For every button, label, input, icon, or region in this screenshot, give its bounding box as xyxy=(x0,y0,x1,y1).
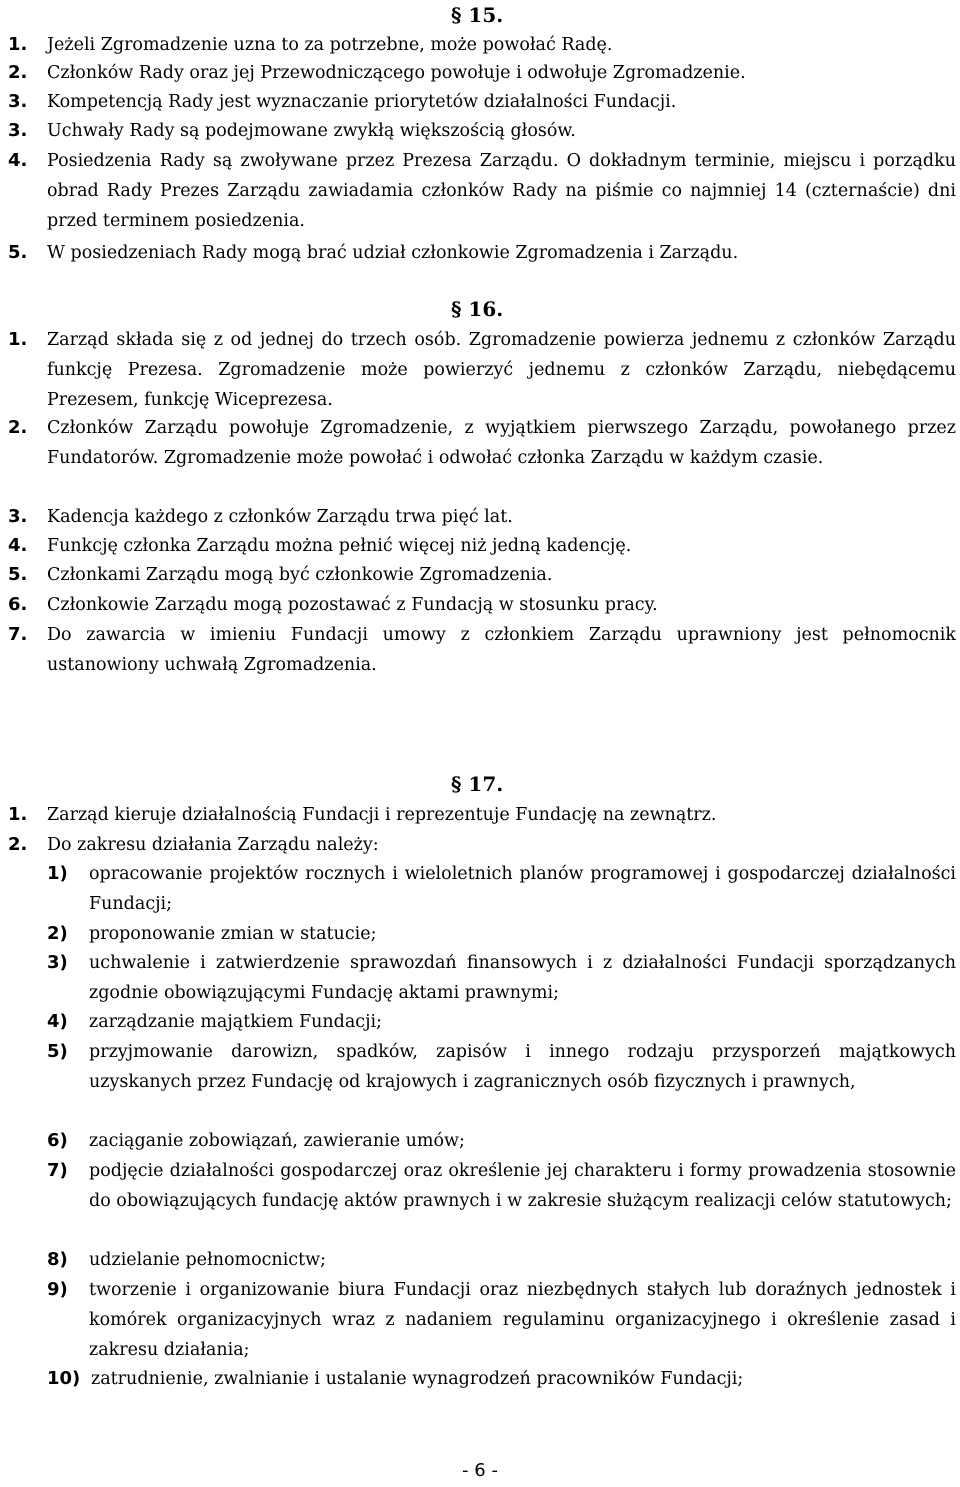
section-17-subitem-9-text: tworzenie i organizowanie biura Fundacji oraz niezbędnych stałych lub doraźnych jednostek i komórek organizacyjnych wraz z nadaniem regulaminu organizacyjnego i określenie zasad i zakresu działania; xyxy=(89,1280,956,1360)
section-17-subitem-10-text: zatrudnienie, zwalnianie i ustalanie wynagrodzeń pracowników Fundacji; xyxy=(91,1369,744,1389)
section-17-item-1-number: 1. xyxy=(8,804,28,825)
section-17-subitem-9-number: 9) xyxy=(47,1279,68,1300)
section-16-item-1-number: 1. xyxy=(8,329,28,350)
section-17-subitem-2-text: proponowanie zmian w statucie; xyxy=(89,924,377,944)
section-17-subitem-1-text: opracowanie projektów rocznych i wieloletnich planów programowej i gospodarczej działalności Fundacji; xyxy=(89,864,956,914)
section-17-item-2-text: Do zakresu działania Zarządu należy: xyxy=(47,835,379,855)
section-16-item-1-text: Zarząd składa się z od jednej do trzech osób. Zgromadzenie powierza jednemu z członków Zarządu funkcję Prezesa. Zgromadzenie może powierzyć jednemu z członków Zarządu, niebędącemu Prezesem, funkcję Wiceprezesa. xyxy=(47,330,956,410)
section-17-subitem-2-number: 2) xyxy=(47,923,68,944)
section-16-item-2-number: 2. xyxy=(8,417,28,438)
section-15-item-2-number: 2. xyxy=(8,62,28,83)
section-15-item-4-text: Uchwały Rady są podejmowane zwykłą większością głosów. xyxy=(47,121,576,141)
section-15-item-4-number: 3. xyxy=(8,120,28,141)
section-16-item-3-text: Kadencja każdego z członków Zarządu trwa pięć lat. xyxy=(47,507,513,527)
section-17-item-1-text: Zarząd kieruje działalnością Fundacji i reprezentuje Fundację na zewnątrz. xyxy=(47,805,717,825)
section-15-item-6-text: W posiedzeniach Rady mogą brać udział członkowie Zgromadzenia i Zarządu. xyxy=(47,243,739,263)
section-17-subitem-6-number: 6) xyxy=(47,1130,68,1151)
page-number: - 6 - xyxy=(462,1460,498,1481)
section-15-item-2-text: Członków Rady oraz jej Przewodniczącego powołuje i odwołuje Zgromadzenie. xyxy=(47,63,746,83)
section-17-heading: § 17. xyxy=(451,772,504,796)
section-16-item-7-number: 7. xyxy=(8,624,28,645)
section-17-subitem-6-text: zaciąganie zobowiązań, zawieranie umów; xyxy=(89,1131,465,1151)
section-15-item-1-number: 1. xyxy=(8,34,28,55)
section-17-subitem-8-text: udzielanie pełnomocnictw; xyxy=(89,1250,327,1270)
section-17-subitem-3-text: uchwalenie i zatwierdzenie sprawozdań finansowych i z działalności Fundacji sporządzanych zgodnie obowiązującymi Fundację aktami prawnymi; xyxy=(89,953,956,1003)
section-17-subitem-4-text: zarządzanie majątkiem Fundacji; xyxy=(89,1012,382,1032)
section-16-item-4-number: 4. xyxy=(8,535,28,556)
section-17-item-2-number: 2. xyxy=(8,834,28,855)
section-15-heading: § 15. xyxy=(451,3,504,27)
section-16-heading: § 16. xyxy=(451,297,504,321)
section-17-subitem-5-number: 5) xyxy=(47,1041,68,1062)
section-15-item-3-number: 3. xyxy=(8,91,28,112)
section-16-item-5-text: Członkami Zarządu mogą być członkowie Zgromadzenia. xyxy=(47,565,553,585)
section-15-item-6-number: 5. xyxy=(8,242,28,263)
section-16-item-3-number: 3. xyxy=(8,506,28,527)
section-16-item-2-text: Członków Zarządu powołuje Zgromadzenie, z wyjątkiem pierwszego Zarządu, powołanego przez Fundatorów. Zgromadzenie może powołać i odwołać członka Zarządu w każdym czasie. xyxy=(47,418,956,468)
section-16-item-5-number: 5. xyxy=(8,564,28,585)
section-15-item-5-text: Posiedzenia Rady są zwoływane przez Prezesa Zarządu. O dokładnym terminie, miejscu i porządku obrad Rady Prezes Zarządu zawiadamia członków Rady na piśmie co najmniej 14 (czternaście) dni przed terminem posiedzenia. xyxy=(47,151,956,231)
section-15-item-5-number: 4. xyxy=(8,150,28,171)
section-17-subitem-7-text: podjęcie działalności gospodarczej oraz określenie jej charakteru i formy prowadzenia stosownie do obowiązujących fundację aktów prawnych i w zakresie służącym realizacji celów statutowych; xyxy=(89,1161,956,1211)
section-16-item-6-text: Członkowie Zarządu mogą pozostawać z Fundacją w stosunku pracy. xyxy=(47,595,658,615)
section-16-item-4-text: Funkcję członka Zarządu można pełnić więcej niż jedną kadencję. xyxy=(47,536,632,556)
section-15-item-3-text: Kompetencją Rady jest wyznaczanie priorytetów działalności Fundacji. xyxy=(47,92,677,112)
section-17-subitem-5-text: przyjmowanie darowizn, spadków, zapisów i innego rodzaju przysporzeń majątkowych uzyskanych przez Fundację od krajowych i zagranicznych osób fizycznych i prawnych, xyxy=(89,1042,956,1092)
section-16-item-6-number: 6. xyxy=(8,594,28,615)
section-17-subitem-7-number: 7) xyxy=(47,1160,68,1181)
section-16-item-7-text: Do zawarcia w imieniu Fundacji umowy z członkiem Zarządu uprawniony jest pełnomocnik ustanowiony uchwałą Zgromadzenia. xyxy=(47,625,956,675)
section-15-item-1-text: Jeżeli Zgromadzenie uzna to za potrzebne, może powołać Radę. xyxy=(47,35,613,55)
section-17-subitem-1-number: 1) xyxy=(47,863,68,884)
section-17-subitem-10-number: 10) xyxy=(47,1368,81,1389)
section-17-subitem-3-number: 3) xyxy=(47,952,68,973)
section-17-subitem-8-number: 8) xyxy=(47,1249,68,1270)
section-17-subitem-4-number: 4) xyxy=(47,1011,68,1032)
